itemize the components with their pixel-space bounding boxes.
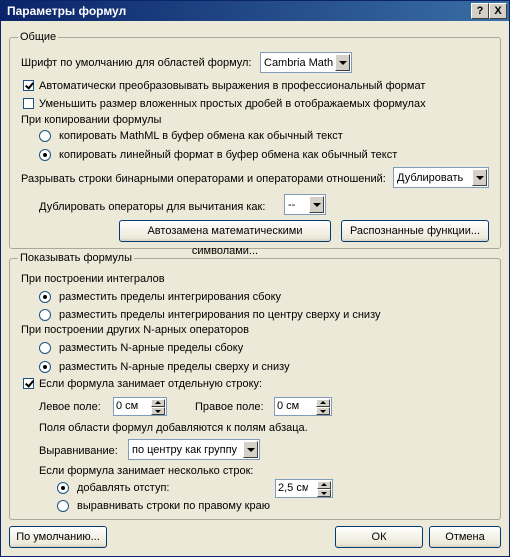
auto-convert-checkbox[interactable] bbox=[23, 80, 34, 91]
int-center-label[interactable]: разместить пределы интегрирования по центру сверху и снизу bbox=[59, 309, 381, 321]
left-margin-input[interactable] bbox=[116, 400, 146, 412]
own-line-label[interactable]: Если формула занимает отдельную строку: bbox=[39, 378, 263, 390]
spin-up-icon[interactable] bbox=[317, 481, 331, 489]
break-lines-select[interactable] bbox=[393, 167, 489, 188]
left-margin-label: Левое поле: bbox=[39, 401, 101, 413]
copy-group-label: При копировании формулы bbox=[21, 114, 162, 126]
integrals-label: При построении интегралов bbox=[21, 273, 165, 285]
indent-radio[interactable] bbox=[57, 482, 69, 494]
close-button[interactable]: X bbox=[489, 3, 507, 19]
nary-center-label[interactable]: разместить N-арные пределы сверху и снизу bbox=[59, 361, 290, 373]
alignment-select[interactable] bbox=[128, 439, 260, 460]
copy-mathml-label[interactable]: копировать MathML в буфер обмена как обычный текст bbox=[59, 130, 343, 142]
spin-up-icon[interactable] bbox=[316, 399, 330, 407]
indent-label[interactable]: добавлять отступ: bbox=[77, 482, 170, 494]
general-group-title: Общие bbox=[20, 31, 57, 43]
chevron-down-icon[interactable] bbox=[472, 169, 487, 186]
left-margin-spin-buttons bbox=[151, 399, 165, 414]
right-margin-spin-buttons bbox=[316, 399, 330, 414]
copy-mathml-radio[interactable] bbox=[39, 130, 51, 142]
dup-subtract-value: -- bbox=[288, 199, 296, 211]
title-bar[interactable] bbox=[1, 1, 509, 21]
default-font-label: Шрифт по умолчанию для областей формул: bbox=[21, 57, 252, 69]
dup-subtract-select[interactable] bbox=[284, 194, 326, 215]
own-line-checkbox[interactable] bbox=[23, 378, 34, 389]
auto-convert-label[interactable]: Автоматически преобразовывать выражения в профессиональный формат bbox=[39, 80, 426, 92]
right-align-radio[interactable] bbox=[57, 500, 69, 512]
spin-down-icon[interactable] bbox=[317, 489, 331, 497]
copy-linear-label[interactable]: копировать линейный формат в буфер обмена как обычный текст bbox=[59, 149, 398, 161]
copy-linear-radio[interactable] bbox=[39, 149, 51, 161]
right-margin-label: Правое поле: bbox=[195, 401, 264, 413]
chevron-down-icon[interactable] bbox=[243, 441, 258, 458]
break-lines-label: Разрывать строки бинарными операторами и операторами отношений: bbox=[21, 173, 386, 185]
default-font-value: Cambria Math bbox=[264, 57, 334, 69]
autocorrect-button[interactable]: Автозамена математическими символами... bbox=[119, 220, 331, 242]
nary-side-radio[interactable] bbox=[39, 342, 51, 354]
nary-side-label[interactable]: разместить N-арные пределы сбоку bbox=[59, 342, 244, 354]
reduce-fractions-label[interactable]: Уменьшить размер вложенных простых дробей в отображаемых формулах bbox=[39, 98, 426, 110]
left-margin-spinner[interactable] bbox=[113, 397, 167, 416]
dialog-title: Параметры формул bbox=[7, 4, 127, 18]
ok-button[interactable]: ОК bbox=[335, 526, 423, 548]
right-margin-input[interactable] bbox=[277, 400, 307, 412]
int-center-radio[interactable] bbox=[39, 309, 51, 321]
reduce-fractions-checkbox[interactable] bbox=[23, 98, 34, 109]
margins-note: Поля области формул добавляются к полям абзаца. bbox=[39, 422, 308, 434]
indent-input[interactable] bbox=[278, 482, 308, 494]
alignment-label: Выравнивание: bbox=[39, 445, 118, 457]
indent-spinner[interactable] bbox=[275, 479, 333, 498]
dup-subtract-label: Дублировать операторы для вычитания как: bbox=[39, 201, 266, 213]
int-side-radio[interactable] bbox=[39, 291, 51, 303]
chevron-down-icon[interactable] bbox=[335, 54, 350, 71]
chevron-down-icon[interactable] bbox=[309, 196, 324, 213]
indent-spin-buttons bbox=[317, 481, 331, 496]
spin-down-icon[interactable] bbox=[151, 407, 165, 415]
nary-center-radio[interactable] bbox=[39, 361, 51, 373]
break-lines-value: Дублировать bbox=[397, 172, 464, 184]
right-margin-spinner[interactable] bbox=[274, 397, 332, 416]
multiline-label: Если формула занимает несколько строк: bbox=[39, 465, 254, 477]
default-font-select[interactable] bbox=[260, 52, 352, 73]
right-align-label[interactable]: выравнивать строки по правому краю bbox=[77, 500, 270, 512]
display-group-title: Показывать формулы bbox=[20, 252, 132, 264]
int-side-label[interactable]: разместить пределы интегрирования сбоку bbox=[59, 291, 282, 303]
defaults-button[interactable]: По умолчанию... bbox=[9, 526, 107, 548]
spin-down-icon[interactable] bbox=[316, 407, 330, 415]
nary-label: При построении других N-арных операторов bbox=[21, 324, 249, 336]
recognized-functions-button[interactable]: Распознанные функции... bbox=[341, 220, 489, 242]
spin-up-icon[interactable] bbox=[151, 399, 165, 407]
help-button[interactable]: ? bbox=[471, 3, 489, 19]
alignment-value: по центру как группу bbox=[132, 444, 238, 456]
cancel-button[interactable]: Отмена bbox=[429, 526, 501, 548]
